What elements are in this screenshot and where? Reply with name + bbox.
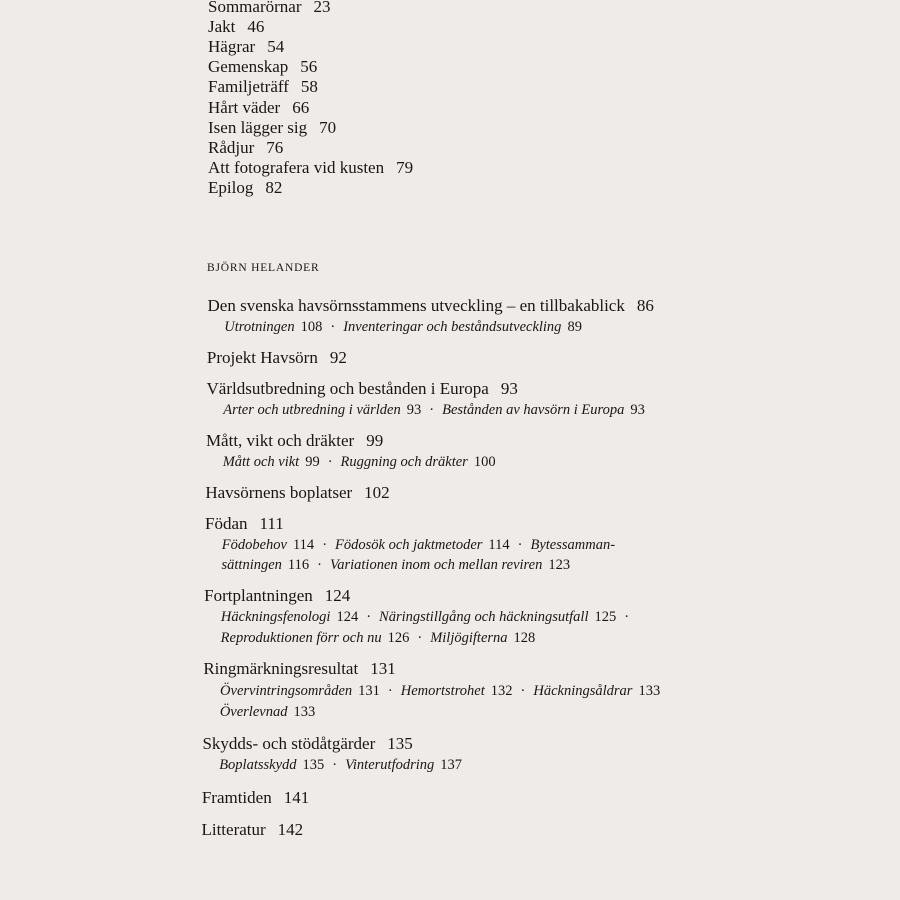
- separator-dot: ·: [366, 609, 372, 625]
- chapter-entry[interactable]: [203, 659, 395, 679]
- chapter-page: 135: [387, 734, 413, 753]
- chapter-entry[interactable]: [202, 734, 412, 754]
- toc-entry[interactable]: [208, 37, 284, 57]
- subsection-title: Miljögifterna: [430, 630, 508, 646]
- chapter-entry[interactable]: [208, 296, 654, 316]
- toc-entry-page: 82: [265, 177, 283, 197]
- subsection-title: Häckningsfenologi: [220, 609, 331, 625]
- toc-entry[interactable]: [208, 17, 264, 37]
- subsection-title: Ruggning och dräkter: [340, 454, 468, 470]
- separator-dot: ·: [624, 609, 630, 625]
- subsection-title: Variationen inom och mellan reviren: [329, 557, 543, 573]
- toc-entry[interactable]: [208, 138, 283, 158]
- subsection-page: 116: [287, 557, 310, 573]
- chapter-page: 111: [259, 514, 284, 533]
- toc-entry-title: Hårt väder: [208, 97, 281, 117]
- chapter-entry[interactable]: [202, 788, 309, 808]
- subsection-title: Vinterutfodring: [345, 757, 435, 773]
- subsection-page: 123: [548, 557, 571, 573]
- subsection-page: 89: [567, 319, 582, 335]
- chapter-title: Fortplantningen: [204, 586, 313, 605]
- separator-dot: ·: [322, 537, 328, 553]
- separator-dot: ·: [520, 683, 526, 699]
- toc-entry-page: 66: [292, 97, 310, 117]
- separator-dot: ·: [327, 454, 333, 470]
- separator-dot: ·: [330, 319, 336, 335]
- toc-entry[interactable]: [208, 57, 317, 77]
- subsection-page: 133: [293, 704, 316, 720]
- chapter-title: Litteratur: [201, 820, 266, 839]
- chapter-title: Framtiden: [201, 788, 272, 807]
- subsection-line: [221, 629, 536, 647]
- separator-dot: ·: [317, 557, 322, 573]
- toc-entry-page: 70: [319, 117, 337, 137]
- subsection-line: [224, 318, 582, 336]
- chapter-page: 124: [324, 586, 351, 605]
- chapter-page: 92: [329, 348, 347, 367]
- subsection-page: 132: [490, 683, 513, 699]
- chapter-title: Mått, vikt och dräkter: [205, 431, 355, 450]
- subsection-title: Mått och vikt: [222, 454, 300, 470]
- toc-entry-title: Epilog: [208, 177, 254, 197]
- subsection-page: 135: [302, 757, 325, 773]
- subsection-line: [223, 401, 645, 419]
- chapter-entry[interactable]: [201, 820, 303, 840]
- toc-entry-title: Rådjur: [208, 137, 255, 157]
- toc-entry-title: Att fotografera vid kusten: [208, 157, 385, 177]
- subsection-title: Näringstillgång och häckningsutfall: [379, 609, 589, 625]
- subsection-page: 124: [336, 609, 359, 625]
- subsection-line: [220, 703, 315, 721]
- subsection-title: Boplatsskydd: [219, 757, 297, 773]
- subsection-page: 93: [406, 402, 422, 418]
- chapter-entry[interactable]: [205, 483, 389, 503]
- toc-entry-page: 54: [267, 37, 285, 57]
- separator-dot: ·: [332, 757, 338, 773]
- subsection-title: Födobehov: [221, 537, 287, 553]
- subsection-page: 93: [630, 402, 645, 418]
- subsection-line: [221, 608, 637, 626]
- toc-entry-page: 76: [266, 137, 284, 157]
- toc-entry-page: 58: [300, 77, 318, 97]
- chapter-page: 102: [364, 483, 390, 502]
- subsection-line: [219, 756, 462, 774]
- toc-entry[interactable]: [208, 178, 282, 198]
- toc-entry-page: 79: [396, 157, 414, 177]
- subsection-page: 126: [387, 630, 410, 646]
- subsection-title: Häckningsåldrar: [533, 683, 633, 699]
- chapter-title: Skydds- och stödåtgärder: [202, 734, 376, 753]
- subsection-title: sättningen: [221, 557, 282, 573]
- chapter-page: 141: [283, 788, 310, 807]
- toc-entry-title: Jakt: [208, 17, 236, 37]
- chapter-page: 86: [636, 296, 654, 315]
- chapter-entry[interactable]: [206, 431, 383, 451]
- separator-dot: ·: [429, 402, 435, 418]
- chapter-entry[interactable]: [205, 514, 284, 534]
- subsection-title: Utrotningen: [224, 319, 295, 335]
- chapter-title: Projekt Havsörn: [206, 348, 318, 367]
- subsection-line: [220, 682, 660, 700]
- subsection-title: Födosök och jaktmetoder: [335, 537, 483, 553]
- chapter-page: 93: [500, 379, 518, 398]
- chapter-title: Den svenska havsörnsstammens utveckling – en tillbakablick: [207, 296, 625, 315]
- chapter-title: Födan: [204, 514, 248, 533]
- subsection-title: Arter och utbredning i världen: [223, 402, 401, 418]
- subsection-line: [223, 453, 496, 471]
- chapter-title: Havsörnens boplatser: [205, 483, 353, 502]
- chapter-title: Världsutbredning och bestånden i Europa: [206, 379, 489, 398]
- toc-entry-page: 23: [313, 0, 331, 16]
- subsection-page: 99: [305, 454, 320, 470]
- toc-entry[interactable]: [208, 158, 413, 178]
- chapter-entry[interactable]: [207, 379, 518, 399]
- toc-entry[interactable]: [208, 98, 309, 118]
- subsection-title: Reproduktionen förr och nu: [220, 630, 382, 646]
- toc-entry-page: 56: [300, 57, 318, 77]
- subsection-title: Hemortstrohet: [400, 683, 485, 699]
- chapter-entry[interactable]: [207, 348, 347, 368]
- subsection-title: Övervintringsområden: [220, 683, 353, 699]
- subsection-line: [222, 556, 571, 574]
- subsection-page: 133: [638, 683, 661, 699]
- toc-entry[interactable]: [208, 77, 318, 97]
- subsection-line: [222, 536, 615, 554]
- subsection-page: 125: [594, 609, 617, 625]
- separator-dot: ·: [387, 683, 393, 699]
- author-heading: BJÖRN HELANDER: [207, 262, 320, 274]
- subsection-page: 114: [488, 537, 510, 553]
- chapter-page: 131: [370, 659, 396, 678]
- toc-entry-title: Gemenskap: [208, 57, 289, 77]
- toc-entry-title: Sommarörnar: [208, 0, 302, 16]
- toc-entry[interactable]: [208, 118, 336, 138]
- subsection-page: 100: [473, 454, 496, 470]
- separator-dot: ·: [517, 537, 523, 553]
- subsection-page: 128: [513, 630, 536, 646]
- subsection-page: 114: [292, 537, 315, 553]
- subsection-page: 108: [300, 319, 323, 335]
- toc-entry-title: Hägrar: [208, 37, 256, 57]
- subsection-title: Överlevnad: [219, 704, 288, 720]
- chapter-page: 142: [277, 820, 304, 839]
- toc-entry[interactable]: [208, 0, 330, 17]
- subsection-title: Bytessamman-: [530, 537, 616, 553]
- subsection-page: 131: [358, 683, 380, 699]
- toc-entry-title: Familjeträff: [208, 77, 289, 97]
- subsection-title: Bestånden av havsörn i Europa: [442, 402, 625, 418]
- chapter-title: Ringmärkningsresultat: [203, 659, 359, 678]
- toc-entry-title: Isen lägger sig: [208, 117, 308, 137]
- separator-dot: ·: [417, 630, 423, 646]
- chapter-entry[interactable]: [204, 586, 350, 606]
- toc-entry-page: 46: [247, 17, 265, 37]
- subsection-page: 137: [440, 757, 463, 773]
- subsection-title: Inventeringar och beståndsutveckling: [343, 319, 562, 335]
- chapter-page: 99: [366, 431, 384, 450]
